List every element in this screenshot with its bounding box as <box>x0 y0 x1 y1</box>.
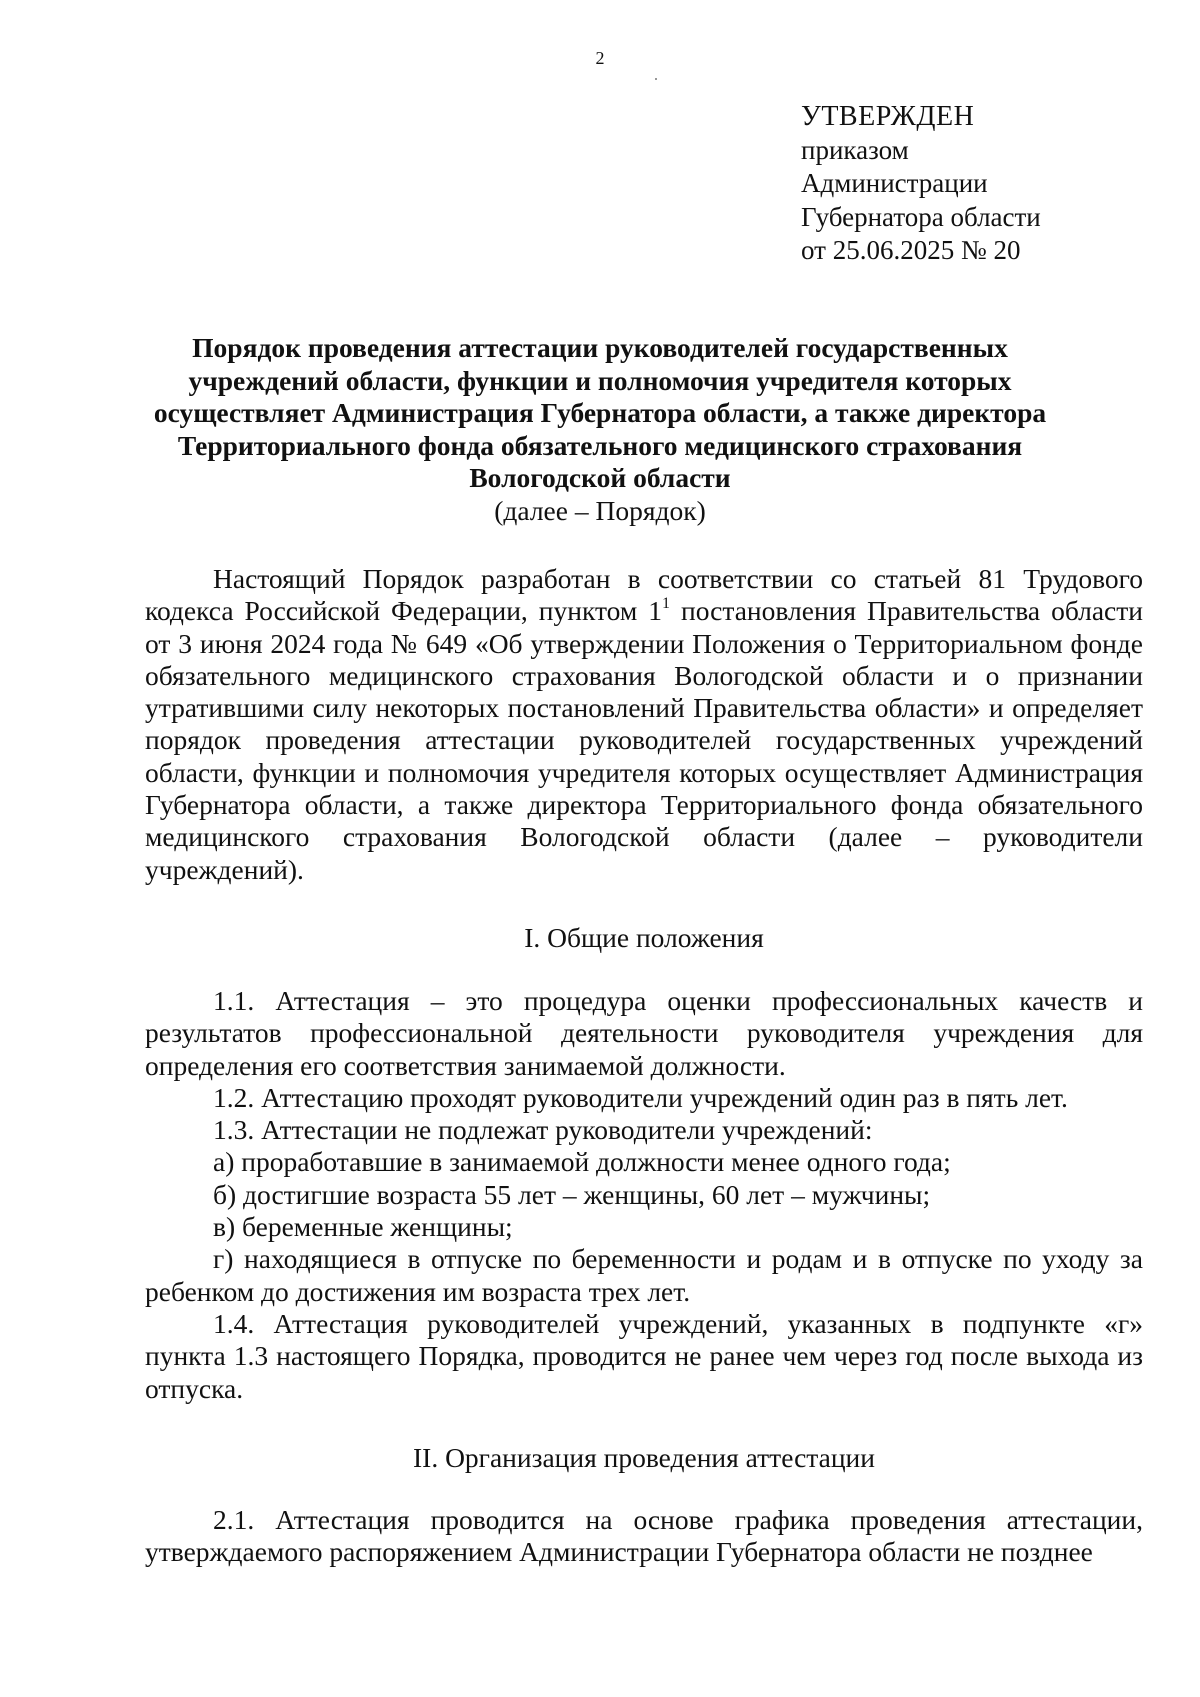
approval-line-administration: Администрации <box>801 168 988 198</box>
clause-1-3: 1.3. Аттестации не подлежат руководители учреждений: <box>213 1114 873 1146</box>
title-line: учреждений области, функции и полномочия учредителя которых <box>188 364 1012 396</box>
title-line: осуществляет Администрация Губернатора области, а также директора <box>153 397 1047 428</box>
approval-stamp <box>801 100 1041 268</box>
title-subtitle: (далее – Порядок) <box>494 494 706 526</box>
section-2-body <box>145 1504 1143 1569</box>
subclause-a: а) проработавшие в занимаемой должности менее одного года; <box>213 1146 951 1178</box>
clause-1-1: 1.1. Аттестация – это процедура оценки профессиональных качеств и результатов профессиональной деятельности руководителя учреждения для определения его соответствия занимаемой должности. <box>145 985 1143 1081</box>
page-number: 2 <box>595 48 605 68</box>
approval-line-governor: Губернатора области <box>801 201 1041 232</box>
clause-2-1: 2.1. Аттестация проводится на основе графика проведения аттестации, утверждаемого распоряжением Администрации Губернатора области не позднее <box>145 1504 1143 1568</box>
subclause-g: г) находящиеся в отпуске по беременности и родам и в отпуске по уходу за ребенком до достижения им возраста трех лет. <box>145 1243 1143 1307</box>
approval-heading: УТВЕРЖДЕН <box>801 101 975 132</box>
subclause-v: в) беременные женщины; <box>213 1211 513 1243</box>
preamble-paragraph <box>145 563 1143 886</box>
approval-line-date-number: от 25.06.2025 № 20 <box>801 235 1021 265</box>
section-2-heading: II. Организация проведения аттестации <box>413 1442 875 1473</box>
scan-speck <box>655 78 657 80</box>
document-title <box>140 332 1060 527</box>
subclause-b: б) достигшие возраста 55 лет – женщины, 60 лет – мужчины; <box>213 1178 931 1210</box>
title-line: Порядок проведения аттестации руководителей государственных <box>192 332 1008 363</box>
title-line: Территориального фонда обязательного медицинского страхования <box>177 429 1023 461</box>
section-1-body <box>145 985 1143 1405</box>
preamble-text-start: Настоящий Порядок разработан в соответствии со статьей 81 Трудового кодекса Российской Федерации, пунктом 1 <box>145 563 1143 627</box>
approval-line-order: приказом <box>801 134 909 165</box>
clause-1-2: 1.2. Аттестацию проходят руководители учреждений один раз в пять лет. <box>213 1081 1068 1113</box>
preamble <box>145 563 1143 886</box>
section-1-heading: I. Общие положения <box>524 922 764 953</box>
clause-1-4: 1.4. Аттестация руководителей учреждений, указанных в подпункте «г» пункта 1.3 настоящего Порядка, проводится не ранее чем через год после выхода из отпуска. <box>145 1307 1143 1404</box>
preamble-text-end: постановления Правительства области от 3 июня 2024 года № 649 «Об утверждении Положения о Территориальном фонде обязательного медицинского страхования Вологодской области и о признании утратившими силу некоторых постановлений Правительства области» и определяет порядок проведения аттестации руководителей государственных учреждений области, функции и полномочия учредителя которых осуществляет Администрация Губернатора области, а также директора Территориального фонда обязательного медицинского страхования Вологодской области (далее – руководители учреждений). <box>145 595 1143 885</box>
preamble-superscript: 1 <box>662 595 671 613</box>
title-line: Вологодской области <box>469 462 731 493</box>
